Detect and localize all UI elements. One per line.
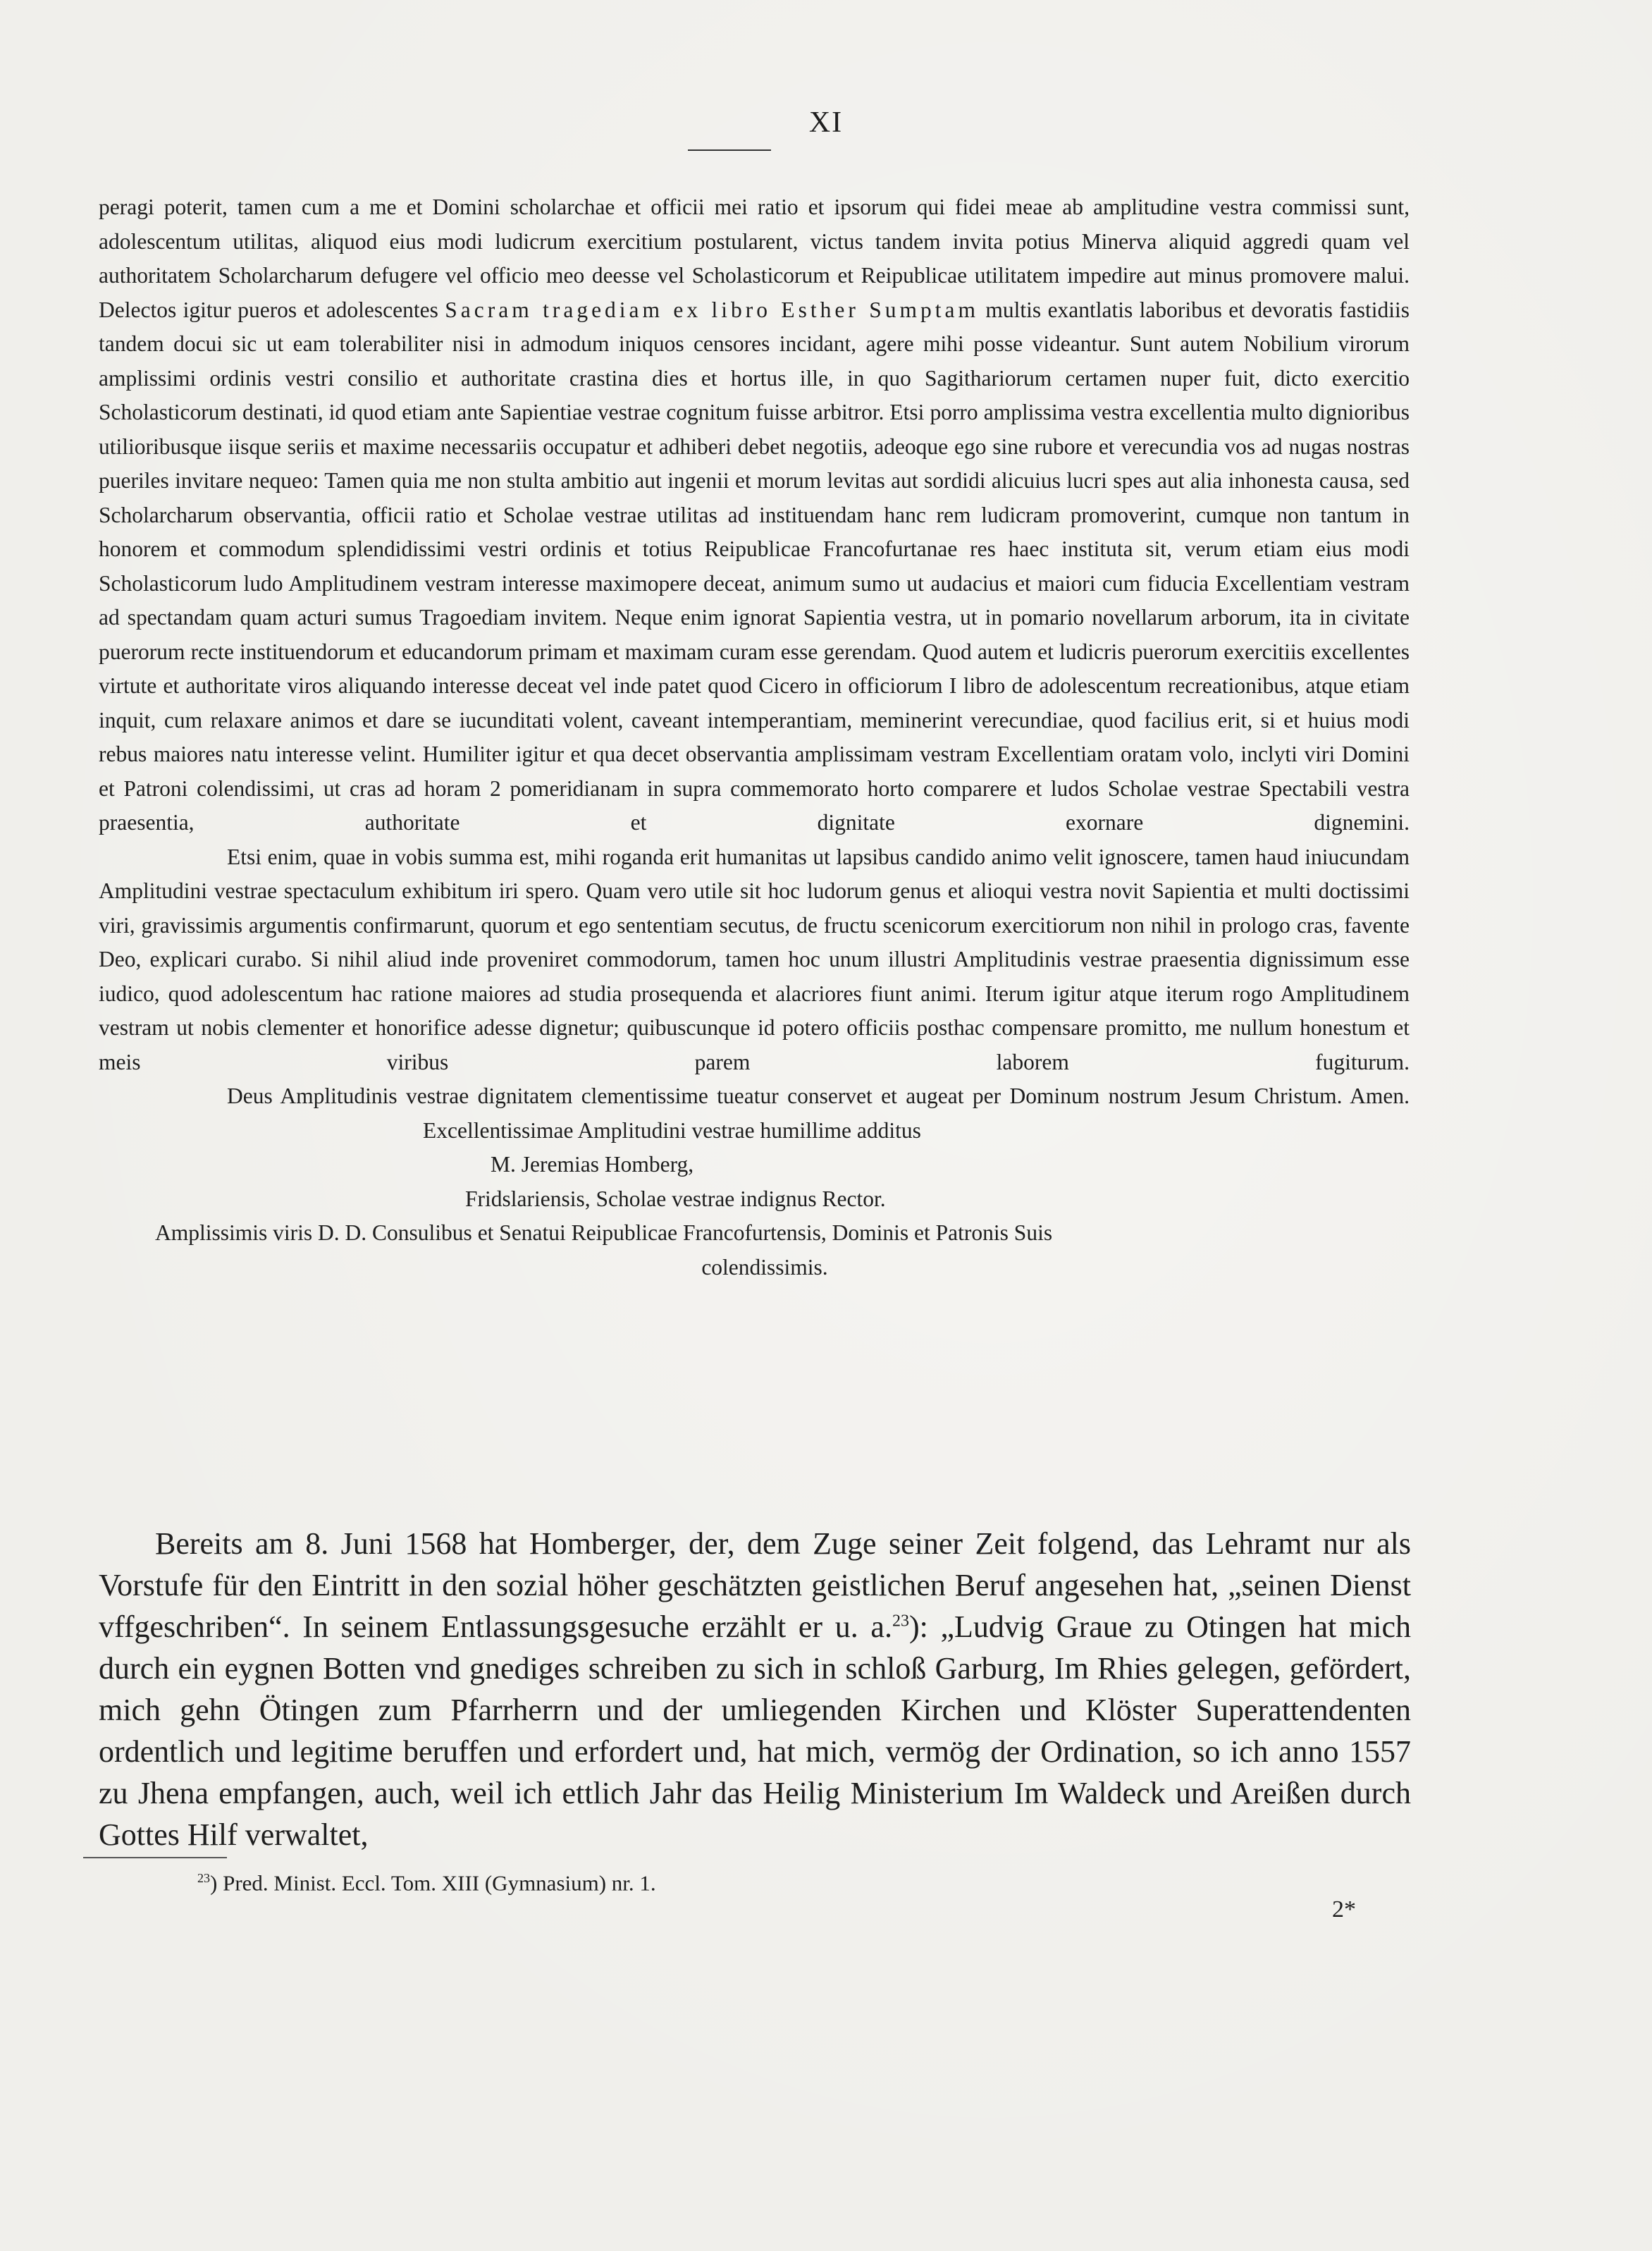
german-paragraph <box>99 1523 1411 1856</box>
latin-paragraph-3: Deus Amplitudinis vestrae dignitatem clementissime tueatur conservet et augeat per Dominum nostrum Jesum Christum. Amen. <box>227 1084 1410 1108</box>
german-text <box>99 1523 1411 1856</box>
latin-paragraph-2: Etsi enim, quae in vobis summa est, mihi roganda erit humanitas ut lapsibus candido animo velit ignoscere, tamen haud iniucundam Amplitudini vestrae spectaculum exhibitum iri spero. Quam vero utile sit hoc ludorum genus et alioqui vestra novit Sapientia et multi doctissimi viri, gravissimis argumentis confirmarunt, quorum et ego sententiam secutus, de fructu scenicorum exercitiorum non nihil in prologo cras, favente Deo, explicari curabo. Si nihil aliud inde proveniret commodorum, tamen hoc unum illustri Amplitudinis vestrae praesentia dignissimum esse iudico, quod adolescentum hac ratione maiores ad studia prosequenda et alacriores fiunt animi. Iterum igitur atque iterum rogo Amplitudinem vestram ut nobis clementer et honorifice adesse dignetur; quibuscunque id potero officiis posthac compensare promitto, me nullum honestum et meis viribus parem laborem fugiturum. <box>99 844 1410 1074</box>
signature-line-3: Fridslariensis, Scholae vestrae indignus Rector. <box>465 1186 886 1211</box>
footnote-number: 23 <box>197 1871 210 1885</box>
signature-mark: 2* <box>1332 1896 1356 1922</box>
page-number: XI <box>808 106 844 139</box>
footnote <box>197 1864 656 1897</box>
address-line-2: colendissimis. <box>701 1254 828 1280</box>
footnote-rule <box>83 1857 227 1858</box>
address-line-1: Amplissimis viris D. D. Consulibus et Senatui Reipublicae Francofurtensis, Dominis et Patronis Suis <box>155 1220 1053 1245</box>
latin-letter <box>99 190 1410 1284</box>
german-text-after-note: ): „Ludvig Graue zu Otingen hat mich durch ein eygnen Botten vnd gnediges schreiben zu sich in schloß Garburg, Im Rhies gelegen, gefördert, mich gehn Ötingen zum Pfarrherrn und der umliegenden Kirchen und Klöster Superattendenten ordentlich und legitime beruffen und erfordert und, hat mich, vermög der Ordination, so ich anno 1557 zu Jhena empfangen, auch, weil ich ettlich Jahr das Heilig Ministerium Im Waldeck und Areißen durch Gottes Hilf verwaltet, <box>99 1609 1411 1852</box>
latin-paragraph-1-before: peragi poterit, tamen cum a me et Domini scholarchae et officii mei ratio et ipsorum qui fidei meae ab amplitudine vestra commissi sunt, adolescentum utilitas, aliquod eius modi ludicrum exercitium postularent, victus tandem invita potius Minerva aliquid aggredi quam vel authoritatem Scholarcharum defugere vel officio meo deesse vel Scholasticorum et Reipublicae utilitatem impedire aut minus promovere malui. Delectos igitur pueros et adolescentes <box>99 195 1410 322</box>
latin-paragraph-1 <box>99 190 1410 840</box>
german-text-before-note: Bereits am 8. Juni 1568 hat Homberger, der, dem Zuge seiner Zeit folgend, das Lehramt nur als Vorstufe für den Eintritt in den sozial höher geschätzten geistlichen Beruf angesehen hat, „seinen Dienst vffgeschriben“. In seinem Entlassungsgesuche erzählt er u. a. <box>99 1526 1411 1644</box>
footnote-text: ) Pred. Minist. Eccl. Tom. XIII (Gymnasium) nr. 1. <box>210 1870 656 1896</box>
latin-paragraph-1-after: multis exantlatis laboribus et devoratis fastidiis tandem docui sic ut eam tolerabiliter nisi in admodum iniquos censores incidant, agere mihi posse videantur. Sunt autem Nobilium virorum amplissimi ordinis vestri consilio et authoritate crastina dies et hortus ille, in quo Sagithariorum certamen nuper fuit, dicto exercitio Scholasticorum destinati, id quod etiam ante Sapientiae vestrae cognitum fuisse arbitror. Etsi porro amplissima vestra excellentia multo dignioribus utilioribusque iisque seriis et maxime necessariis occupatur et adhiberi debet negotiis, adeoque ego sine rubore et verecundia vos ad nugas nostras pueriles invitare nequeo: Tamen quia me non stulta ambitio aut ingenii et morum levitas aut sordidi alicuius lucri spes aut alia inhonesta causa, sed Scholarcharum observantia, officii ratio et Scholae vestrae utilitas ad instituendam hanc rem ludicram promoverint, cumque non tantum in honorem et commodum splendidissimi vestri ordinis et totius Reipublicae Francofurtanae res haec instituta sit, verum etiam eius modi Scholasticorum ludo Amplitudinem vestram interesse maximopere deceat, animum sumo ut audacius et maiori cum fiducia Excellentiam vestram ad spectandam quam acturi sumus Tragoediam invitem. Neque enim ignorat Sapientia vestra, ut in pomario novellarum arborum, ita in civitate puerorum recte instituendorum et educandorum primam et maximam curam esse gerendam. Quod autem et ludicris puerorum exercitiis excellentes virtute et authoritate viros aliquando interesse deceat vel inde patet quod Cicero in officiorum I libro de adolescentum recreationibus, atque etiam inquit, cum relaxare animos et dare se iucunditati volent, caveant intemperantiam, meminerint verecundiae, quod facilius erit, si et huius modi rebus maiores natu interesse velint. Humiliter igitur et qua decet observantia amplissimam vestram Excellentiam oratam volo, inclyti viri Domini et Patroni colendissimi, ut cras ad horam 2 pomeridianam in supra commemorato horto comparere et ludos Scholae vestrae Spectabili vestra praesentia, authoritate et dignitate exornare dignemini. <box>99 297 1410 835</box>
page-number-rule <box>688 149 771 151</box>
footnote-reference: 23 <box>892 1612 909 1631</box>
signature-line-1: Excellentissimae Amplitudini vestrae humillime additus <box>423 1117 921 1143</box>
latin-paragraph-1-spaced: Sacram tragediam ex libro Esther Sumptam <box>445 297 980 322</box>
signature-line-2: M. Jeremias Homberg, <box>491 1152 694 1177</box>
